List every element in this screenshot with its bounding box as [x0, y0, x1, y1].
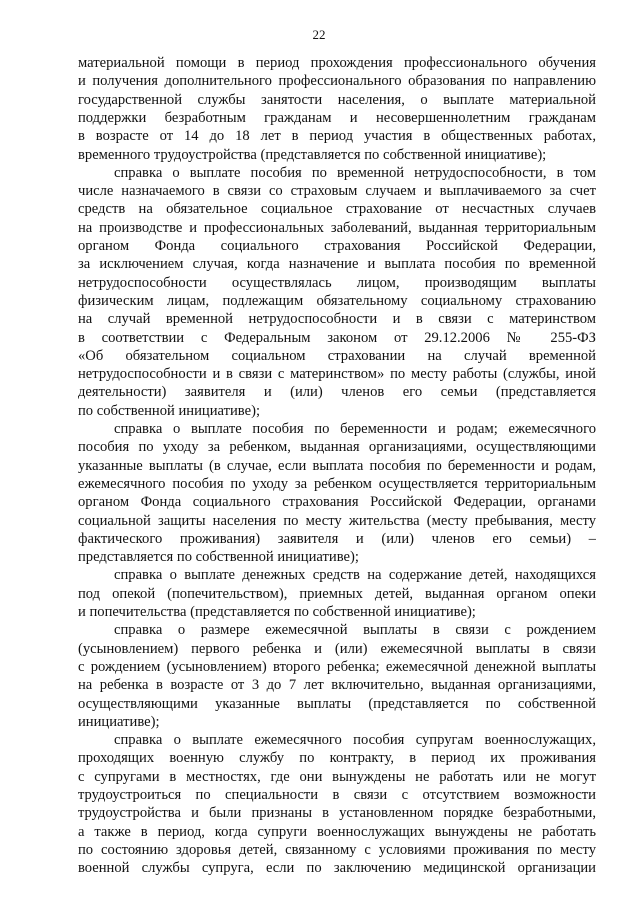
text-line: инициативе);	[78, 713, 160, 730]
text-line: трудоустройства и были признаны в установленном порядке безработными,	[78, 805, 596, 822]
text-line: временного трудоустройства (представляется по собственной инициативе);	[78, 146, 547, 163]
text-line: справка о выплате денежных средств на содержание детей, находящихся	[114, 567, 596, 584]
text-line: и попечительства (представляется по собственной инициативе);	[78, 604, 476, 620]
text-line: деятельности) заявителя и (или) членов его семьи (представляется	[78, 384, 596, 401]
text-line: на производстве и профессиональных заболеваний, выданная территориальным	[78, 219, 596, 236]
text-line: пособия по уходу за ребенком, выданная организациями, осуществляющими	[78, 439, 596, 456]
text-line: в возрасте от 14 до 18 лет в период участия в общественных работах,	[78, 128, 596, 145]
text-line: числе назначаемого в связи со страховым случаем и выплачиваемого за счет	[78, 183, 596, 200]
text-line: трудоустроиться по специальности в связи с отсутствием возможности	[78, 787, 596, 803]
text-line: (усыновлением) первого ребенка и (или) ежемесячной выплаты в связи	[78, 640, 596, 657]
text-line: органом Фонда социального страхования Российской Федерации, органами	[78, 494, 596, 511]
text-line: указанные выплаты (в случае, если выплата пособия по беременности и родам,	[78, 457, 596, 474]
text-line: а также в период, когда супруги военнослужащих вынуждены не работать	[78, 823, 596, 840]
page-number: 22	[312, 27, 326, 42]
text-line: представляется по собственной инициативе);	[78, 549, 359, 566]
text-line: военной службы супруга, если по заключению медицинской организации	[78, 860, 596, 877]
text-line: «Об обязательном социальном страховании на случай временной	[78, 347, 596, 364]
text-line: справка о выплате пособия по временной нетрудоспособности, в том	[114, 164, 596, 181]
text-line: материальной помощи в период прохождения профессионального обучения	[78, 55, 596, 71]
text-line: средств на обязательное социальное страхование от несчастных случаев	[78, 201, 596, 218]
text-line: за исключением случая, когда назначение и выплата пособия по временной	[78, 256, 596, 273]
text-line: фактического проживания) заявителя и (или) членов его семьи) –	[78, 530, 596, 547]
text-line: справка о выплате ежемесячного пособия супругам военнослужащих,	[114, 732, 596, 749]
text-line: и получения дополнительного профессионального образования по направлению	[78, 73, 596, 90]
text-line: проходящих военную службу по контракту, в период их проживания	[78, 750, 596, 767]
text-line: на случай временной нетрудоспособности и в связи с материнством	[78, 311, 596, 328]
text-line: на ребенка в возрасте от 3 до 7 лет включительно, выданная организациями,	[78, 677, 596, 694]
text-line: органом Фонда социального страхования Российской Федерации,	[78, 238, 596, 254]
text-line: физическим лицам, подлежащим обязательному социальному страхованию	[78, 292, 596, 309]
text-line: ежемесячного пособия по уходу за ребенком осуществляется территориальным	[78, 475, 596, 492]
text-line: справка о выплате пособия по беременности и родам; ежемесячного	[114, 421, 596, 437]
text-line: с супругами в местностях, где они вынуждены не работать или не могут	[78, 768, 596, 785]
text-line: справка о размере ежемесячной выплаты в связи с рождением	[114, 622, 596, 639]
text-line: государственной службы занятости населения, о выплате материальной	[78, 91, 596, 108]
text-line: по состоянию здоровья детей, связанному с условиями проживания по месту	[78, 841, 596, 858]
text-line: социальной защиты населения по месту жительства (месту пребывания, месту	[78, 512, 596, 529]
text-line: осуществляющими указанные выплаты (представляется по собственной	[78, 695, 596, 712]
text-line: нетрудоспособности осуществлялась лицом, производящим выплаты	[78, 274, 596, 291]
text-line: поддержки безработным гражданам и несовершеннолетним гражданам	[78, 109, 596, 126]
text-line: в соответствии с Федеральным законом от 29.12.2006 № 255-ФЗ	[78, 329, 596, 346]
text-line: под опекой (попечительством), приемных детей, выданная органом опеки	[78, 585, 596, 602]
text-line: по собственной инициативе);	[78, 402, 261, 419]
text-line: с рождением (усыновлением) второго ребенка; ежемесячной денежной выплаты	[78, 658, 596, 675]
text-line: нетрудоспособности и в связи с материнством» по месту работы (службы, иной	[78, 366, 596, 383]
